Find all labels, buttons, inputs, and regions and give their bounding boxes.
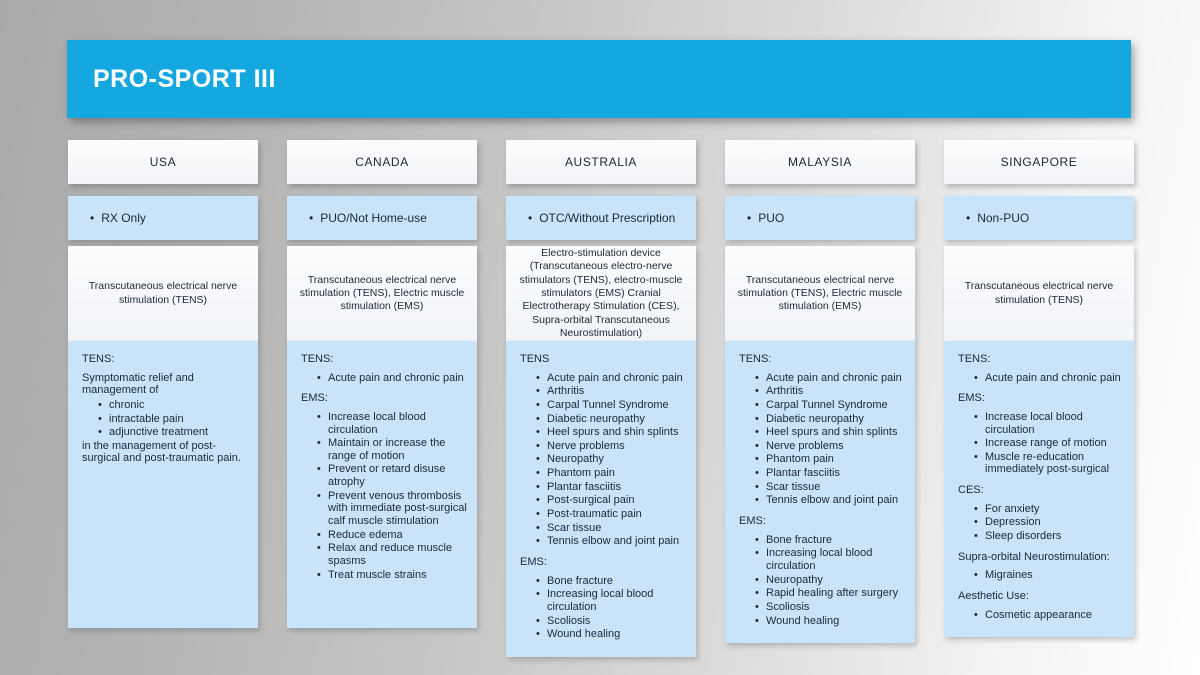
indication-item: • Prevent or retard disuse atrophy [317,463,469,488]
indication-section [739,353,907,507]
status-badge [944,196,1134,240]
indications-panel [506,341,696,657]
indication-list [520,372,688,548]
indication-list [739,372,907,507]
indication-heading: TENS: [958,353,991,365]
indication-item: • Phantom pain [536,467,688,480]
indication-item: • Increasing local blood circulation [536,588,688,613]
indication-item: • Diabetic neuropathy [536,413,688,426]
indication-list [301,411,469,581]
country-header: USA [68,140,258,184]
indication-list [958,569,1126,582]
indication-footer: in the management of post-surgical and post-traumatic pain. [82,439,241,465]
indication-section [520,353,688,548]
indication-item: • Heel spurs and shin splints [536,426,688,439]
indication-item: • Arthritis [755,385,907,398]
indication-section [301,392,469,581]
status-badge [506,196,696,240]
status-badge [725,196,915,240]
indication-item: • Phantom pain [755,453,907,466]
indication-heading: CES: [958,484,984,497]
indication-list [82,399,250,439]
indication-item: • Cosmetic appearance [974,609,1126,622]
indication-section [301,353,469,384]
indication-item: • Carpal Tunnel Syndrome [755,399,907,412]
indication-heading: EMS: [958,392,985,405]
indication-item: • adjunctive treatment [98,426,250,439]
status-label: PUO [758,211,785,225]
indication-item: • Neuropathy [536,453,688,466]
indication-item: • chronic [98,399,250,412]
indication-item: • Prevent venous thrombosis with immediate post-surgical calf muscle stimulation [317,490,469,528]
bullet-icon: • [309,211,314,225]
indication-heading: EMS: [301,392,328,405]
indication-list [958,411,1126,476]
status-badge [68,196,258,240]
indication-item: • Wound healing [536,628,688,641]
indication-item: • Acute pain and chronic pain [317,372,469,385]
indication-item: • Wound healing [755,615,907,628]
indication-heading: EMS: [520,555,547,568]
indication-heading: TENS [520,353,550,365]
indication-item: • Depression [974,516,1126,529]
indication-item: • Scar tissue [536,522,688,535]
indication-item: • Tennis elbow and joint pain [755,494,907,507]
indication-section [958,484,1126,543]
indication-item: • Maintain or increase the range of motion [317,437,469,462]
country-column-malaysia [725,140,915,628]
indication-item: • Tennis elbow and joint pain [536,535,688,548]
indication-heading: EMS: [739,515,766,528]
indication-item: • Heel spurs and shin splints [755,426,907,439]
bullet-icon: • [528,211,533,225]
indication-heading: Aesthetic Use: [958,589,1029,602]
indication-heading: TENS: [301,353,334,365]
indication-item: • Nerve problems [536,440,688,453]
indication-item: • Reduce edema [317,529,469,542]
bullet-icon: • [90,211,95,225]
country-column-singapore [944,140,1134,628]
status-label: OTC/Without Prescription [539,211,676,225]
indication-section [958,392,1126,476]
device-description: Electro-stimulation device (Transcutaneous electro-nerve stimulators (TENS), electro-muscle stimulators (EMS) Cranial Electrotherapy Stimulation (CES), Supra-orbital Transcutaneous Neurostimulation) [506,246,696,341]
indication-item: • Acute pain and chronic pain [974,372,1126,385]
indications-panel [944,341,1134,637]
indication-item: • For anxiety [974,503,1126,516]
indication-item: • Relax and reduce muscle spasms [317,542,469,567]
indication-heading: TENS: [739,353,772,365]
indication-item: • Migraines [974,569,1126,582]
device-description: Transcutaneous electrical nerve stimulation (TENS), Electric muscle stimulation (EMS) [725,246,915,341]
indication-list [958,372,1126,385]
status-label: Non-PUO [977,211,1030,225]
country-header: MALAYSIA [725,140,915,184]
page-title: PRO-SPORT III [93,64,276,93]
indication-item: • Nerve problems [755,440,907,453]
country-header: AUSTRALIA [506,140,696,184]
indication-section [82,353,250,465]
status-badge [287,196,477,240]
indication-item: • Plantar fasciitis [755,467,907,480]
indication-paragraph: Symptomatic relief and management of [82,371,194,397]
indication-section [739,515,907,627]
indication-item: • Rapid healing after surgery [755,587,907,600]
indication-section [958,551,1126,582]
country-header: SINGAPORE [944,140,1134,184]
indication-item: • Sleep disorders [974,530,1126,543]
indication-list [958,609,1126,622]
indication-item: • Increase local blood circulation [974,411,1126,436]
indication-list [301,372,469,385]
indications-panel [68,341,258,628]
indication-item: • intractable pain [98,413,250,426]
indication-item: • Diabetic neuropathy [755,413,907,426]
indication-item: • Scar tissue [755,481,907,494]
indication-item: • Neuropathy [755,574,907,587]
indication-section [958,590,1126,621]
indication-list [520,575,688,641]
bullet-icon: • [747,211,752,225]
indication-item: • Muscle re-education immediately post-surgical [974,451,1126,476]
title-bar [67,40,1131,118]
indication-item: • Increase range of motion [974,437,1126,450]
indications-panel [725,341,915,643]
indication-item: • Post-traumatic pain [536,508,688,521]
country-column-usa [68,140,258,628]
indication-item: • Post-surgical pain [536,494,688,507]
indication-item: • Plantar fasciitis [536,481,688,494]
device-description: Transcutaneous electrical nerve stimulation (TENS), Electric muscle stimulation (EMS) [287,246,477,341]
indication-list [958,503,1126,543]
country-header: CANADA [287,140,477,184]
indication-item: • Increasing local blood circulation [755,547,907,572]
status-label: RX Only [101,211,146,225]
country-column-canada [287,140,477,628]
status-label: PUO/Not Home-use [320,211,427,225]
indication-list [739,534,907,627]
indication-item: • Carpal Tunnel Syndrome [536,399,688,412]
indication-item: • Scoliosis [536,615,688,628]
indication-item: • Acute pain and chronic pain [536,372,688,385]
bullet-icon: • [966,211,971,225]
indication-heading: Supra-orbital Neurostimulation: [958,550,1110,563]
indications-panel [287,341,477,628]
indication-item: • Arthritis [536,385,688,398]
country-column-australia [506,140,696,641]
device-description: Transcutaneous electrical nerve stimulation (TENS) [944,246,1134,341]
indication-item: • Treat muscle strains [317,569,469,582]
indication-item: • Bone fracture [755,534,907,547]
indication-item: • Acute pain and chronic pain [755,372,907,385]
indication-item: • Bone fracture [536,575,688,588]
device-description: Transcutaneous electrical nerve stimulation (TENS) [68,246,258,341]
indication-item: • Scoliosis [755,601,907,614]
comparison-columns [68,140,1134,641]
indication-heading: TENS: [82,353,115,365]
indication-item: • Increase local blood circulation [317,411,469,436]
indication-section [520,556,688,641]
indication-section [958,353,1126,384]
